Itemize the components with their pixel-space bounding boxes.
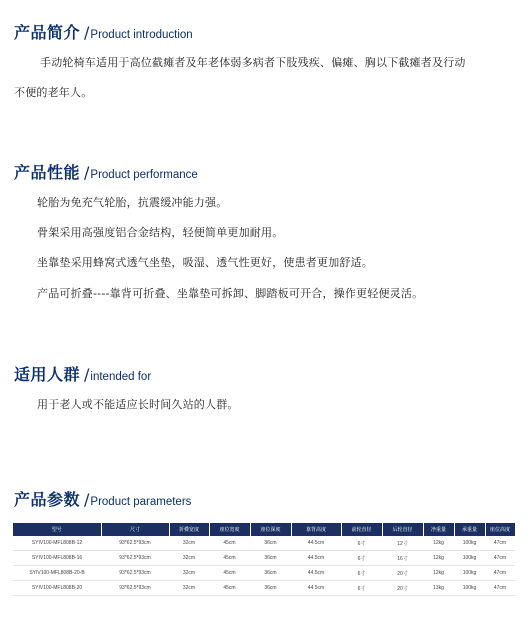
cell-seat-depth: 36cm xyxy=(250,566,291,581)
cell-seat-height: 47cm xyxy=(485,536,515,551)
cell-model: SYIV100-MFL808B-20 xyxy=(13,581,101,596)
performance-title: 产品性能 xyxy=(14,163,81,182)
cell-seat-height: 47cm xyxy=(485,581,515,596)
performance-heading xyxy=(14,160,198,183)
cell-load-capacity: 100kg xyxy=(454,551,485,566)
header-front-wheel: 前轮直径 xyxy=(341,523,382,536)
cell-front-wheel: 6寸 xyxy=(341,581,382,596)
table-row xyxy=(13,536,515,551)
table-row xyxy=(13,581,515,596)
cell-rear-wheel: 20寸 xyxy=(382,566,423,581)
intro-title-en: Product introduction xyxy=(90,29,193,41)
cell-folded-width: 32cm xyxy=(169,551,209,566)
header-size: 尺寸 xyxy=(101,523,169,536)
performance-title-en: Product performance xyxy=(90,169,198,181)
cell-size: 93*62.5*93cm xyxy=(101,536,169,551)
cell-load-capacity: 100kg xyxy=(454,581,485,596)
cell-net-weight: 12kg xyxy=(423,551,454,566)
cell-folded-width: 32cm xyxy=(169,581,209,596)
intended-title: 适用人群 xyxy=(14,365,81,384)
cell-seat-width: 45cm xyxy=(209,551,250,566)
intended-line-1: 用于老人或不能适应长时间久站的人群。 xyxy=(37,398,239,411)
performance-line-1: 轮胎为免充气轮胎，抗震缓冲能力强。 xyxy=(37,196,228,209)
header-folded-width: 折叠宽度 xyxy=(169,523,209,536)
cell-load-capacity: 100kg xyxy=(454,536,485,551)
cell-seat-depth: 36cm xyxy=(250,551,291,566)
cell-seat-width: 45cm xyxy=(209,536,250,551)
cell-size: 93*62.5*93cm xyxy=(101,581,169,596)
cell-back-height: 44.5cm xyxy=(291,536,341,551)
performance-line-4: 产品可折叠----靠背可折叠、坐靠垫可拆卸、脚踏板可开合，操作更轻便灵活。 xyxy=(37,287,424,300)
header-rear-wheel: 后轮直径 xyxy=(382,523,423,536)
cell-back-height: 44.5cm xyxy=(291,551,341,566)
cell-size: 93*62.5*93cm xyxy=(101,566,169,581)
cell-back-height: 44.5cm xyxy=(291,581,341,596)
params-header-row xyxy=(13,523,515,536)
cell-front-wheel: 6寸 xyxy=(341,566,382,581)
cell-seat-width: 45cm xyxy=(209,566,250,581)
header-model: 型号 xyxy=(13,523,101,536)
header-net-weight: 净重量 xyxy=(423,523,454,536)
table-row xyxy=(13,566,515,581)
cell-model: SYIV100-MFL808B-20-B xyxy=(13,566,101,581)
performance-line-2: 骨架采用高强度铝合金结构，轻便简单更加耐用。 xyxy=(37,226,284,239)
title-slash: / xyxy=(84,23,90,42)
cell-seat-depth: 36cm xyxy=(250,536,291,551)
cell-rear-wheel: 12寸 xyxy=(382,536,423,551)
cell-rear-wheel: 20寸 xyxy=(382,581,423,596)
title-slash: / xyxy=(84,490,90,509)
intended-heading xyxy=(14,362,151,385)
performance-line-3: 坐靠垫采用蜂窝式透气坐垫，吸湿、透气性更好，使患者更加舒适。 xyxy=(37,256,373,269)
cell-folded-width: 32cm xyxy=(169,566,209,581)
intro-line-2: 不便的老年人。 xyxy=(14,86,93,99)
cell-load-capacity: 100kg xyxy=(454,566,485,581)
params-heading xyxy=(14,487,191,510)
params-table xyxy=(13,523,516,596)
cell-size: 93*62.5*93cm xyxy=(101,551,169,566)
intro-line-1: 手动轮椅车适用于高位截瘫者及年老体弱多病者下肢残疾、偏瘫、胸以下截瘫者及行动 xyxy=(40,56,466,69)
cell-seat-depth: 36cm xyxy=(250,581,291,596)
cell-seat-height: 47cm xyxy=(485,566,515,581)
intro-title: 产品简介 xyxy=(14,23,81,42)
params-title: 产品参数 xyxy=(14,490,81,509)
cell-front-wheel: 6寸 xyxy=(341,536,382,551)
cell-front-wheel: 6寸 xyxy=(341,551,382,566)
cell-back-height: 44.5cm xyxy=(291,566,341,581)
cell-net-weight: 13kg xyxy=(423,581,454,596)
table-row xyxy=(13,551,515,566)
intro-heading xyxy=(14,20,193,43)
header-load-capacity: 承重量 xyxy=(454,523,485,536)
cell-model: SYIV100-MFL808B-12 xyxy=(13,536,101,551)
cell-seat-width: 45cm xyxy=(209,581,250,596)
params-title-en: Product parameters xyxy=(90,496,192,508)
header-seat-height: 座位高度 xyxy=(485,523,515,536)
header-seat-width: 座位宽度 xyxy=(209,523,250,536)
cell-rear-wheel: 16寸 xyxy=(382,551,423,566)
cell-net-weight: 12kg xyxy=(423,536,454,551)
cell-folded-width: 32cm xyxy=(169,536,209,551)
title-slash: / xyxy=(84,163,90,182)
cell-model: SYIV100-MFL808B-16 xyxy=(13,551,101,566)
cell-seat-height: 47cm xyxy=(485,551,515,566)
header-back-height: 靠背高度 xyxy=(291,523,341,536)
intended-title-en: intended for xyxy=(90,371,152,383)
title-slash: / xyxy=(84,365,90,384)
header-seat-depth: 座位深度 xyxy=(250,523,291,536)
cell-net-weight: 12kg xyxy=(423,566,454,581)
